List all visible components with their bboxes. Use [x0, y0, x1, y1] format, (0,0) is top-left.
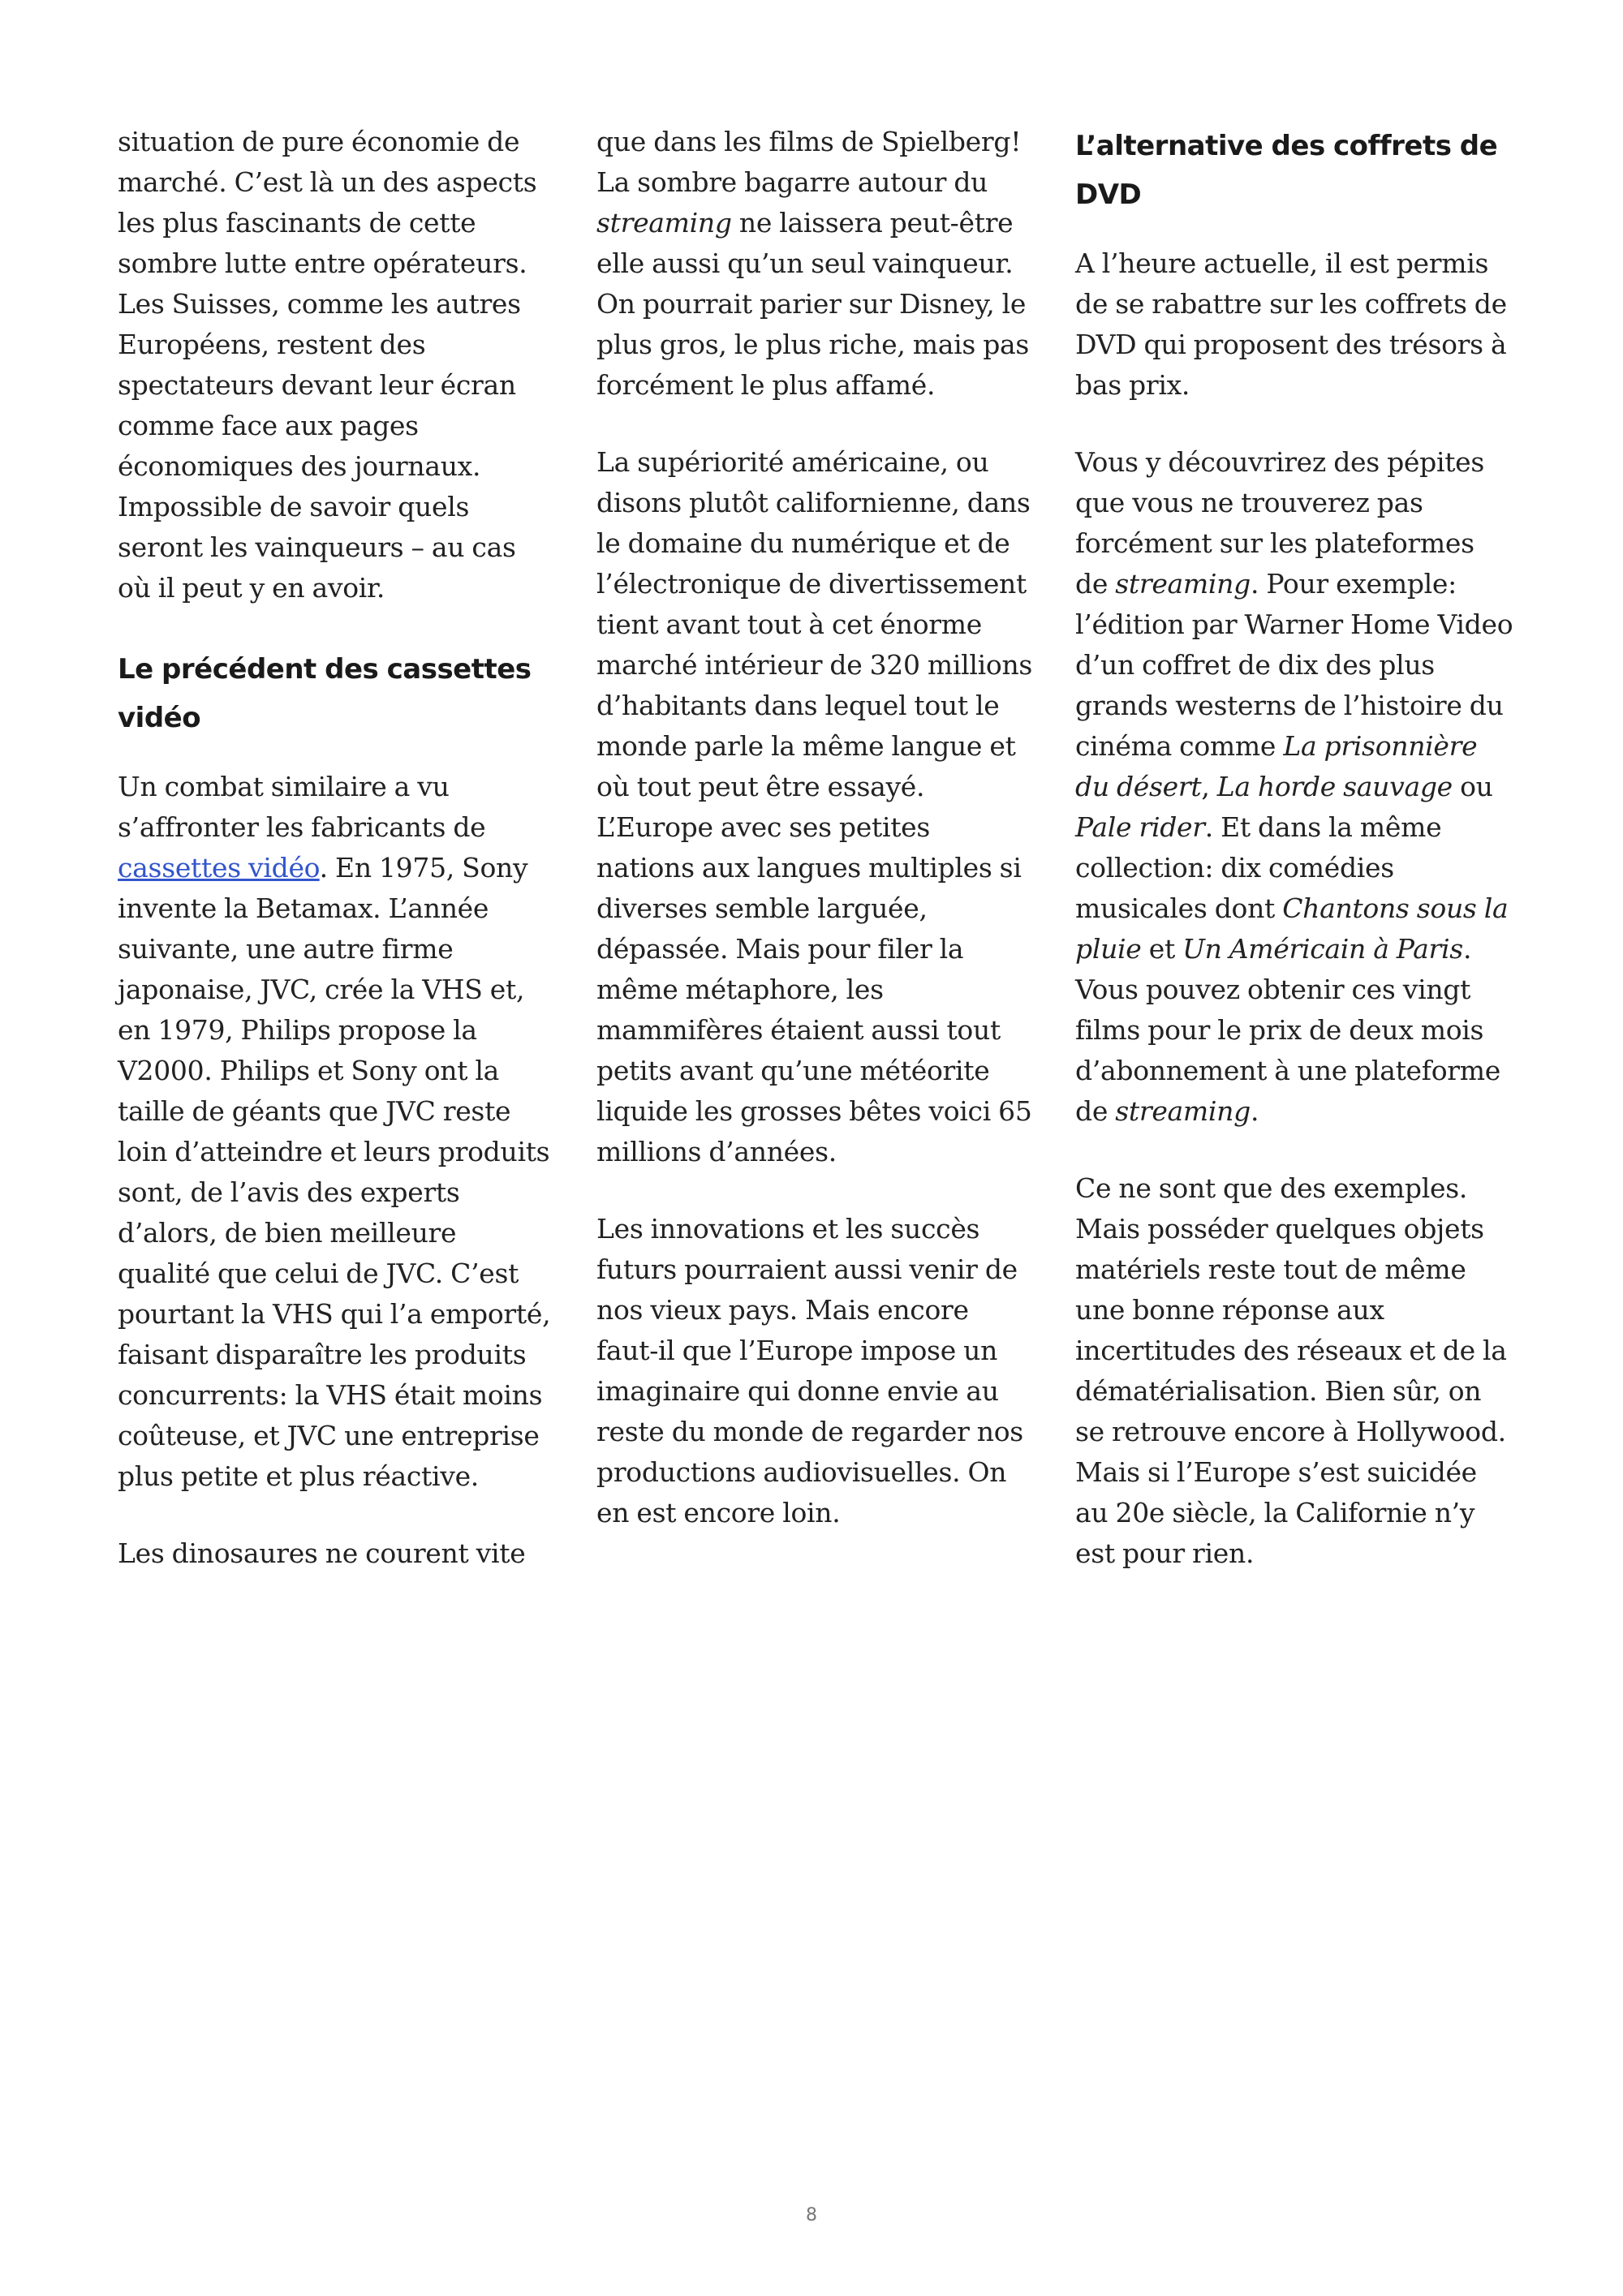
article-body — [118, 122, 1513, 1610]
page-number: 8 — [806, 2205, 817, 2225]
paragraph: Ce ne sont que des exemples. Mais posséder quelques objets matériels reste tout de même une bonne réponse aux incertitudes des réseaux et de la dématérialisation. Bien sûr, on se retrouve encore à Hollywood. Mais si l’Europe s’est suicidée au 20e siècle, la Californie n’y est pour rien. — [1075, 1172, 1507, 1569]
paragraph: A l’heure actuelle, il est permis de se rabattre sur les coffrets de DVD qui proposent des trésors à bas prix. — [1075, 247, 1507, 401]
paragraph: Vous y découvrirez des pépites que vous ne trouverez pas forcément sur les plateformes de streaming. Pour exemple: l’édition par Warner Home Video d’un coffret de dix des plus grands westerns de l’histoire du cinéma comme La prisonnière du désert, La horde sauvage ou Pale rider. Et dans la même collection: dix comédies musicales dont Chantons sous la pluie et Un Américain à Paris. Vous pouvez obtenir ces vingt films pour le prix de deux mois d’abonnement à une plateforme de streaming. — [1075, 446, 1513, 1127]
column-1 — [118, 122, 556, 1610]
section-heading-dvd: L’alternative des coffrets de DVD — [1075, 130, 1498, 211]
cassettes-video-link[interactable]: cassettes vidéo — [118, 852, 320, 884]
paragraph: que dans les films de Spielberg! La sombre bagarre autour du streaming ne laissera peut-être elle aussi qu’un seul vainqueur. On pourrait parier sur Disney, le plus gros, le plus riche, mais pas forcément le plus affamé. — [596, 126, 1030, 401]
column-3 — [1075, 122, 1513, 1610]
paragraph: La supériorité américaine, ou disons plutôt californienne, dans le domaine du numérique et de l’électronique de divertissement tient avant tout à cet énorme marché intérieur de 320 millions d’habitants dans lequel tout le monde parle la même langue et où tout peut être essayé. L’Europe avec ses petites nations aux langues multiples si diverses semble larguée, dépassée. Mais pour filer la même métaphore, les mammifères étaient aussi tout petits avant qu’une météorite liquide les grosses bêtes voici 65 millions d’années. — [596, 446, 1033, 1167]
paragraph: situation de pure économie de marché. C’est là un des aspects les plus fascinants de cette sombre lutte entre opérateurs. Les Suisses, comme les autres Européens, restent des spectateurs devant leur écran comme face aux pages économiques des journaux. Impossible de savoir quels seront les vainqueurs – au cas où il peut y en avoir. — [118, 126, 537, 604]
paragraph: Les dinosaures ne courent vite — [118, 1537, 526, 1569]
paragraph: Un combat similaire a vu s’affronter les fabricants de cassettes vidéo. En 1975, Sony invente la Betamax. L’année suivante, une autre firme japonaise, JVC, crée la VHS et, en 1979, Philips propose la V2000. Philips et Sony ont la taille de géants que JVC reste loin d’atteindre et leurs produits sont, de l’avis des experts d’alors, de bien meilleure qualité que celui de JVC. C’est pourtant la VHS qui l’a emporté, faisant disparaître les produits concurrents: la VHS était moins coûteuse, et JVC une entreprise plus petite et plus réactive. — [118, 771, 551, 1492]
section-heading-cassettes: Le précédent des cassettes vidéo — [118, 653, 532, 734]
paragraph: Les innovations et les succès futurs pourraient aussi venir de nos vieux pays. Mais encore faut-il que l’Europe impose un imaginaire qui donne envie au reste du monde de regarder nos productions audiovisuelles. On en est encore loin. — [596, 1213, 1023, 1529]
column-2 — [596, 122, 1035, 1610]
